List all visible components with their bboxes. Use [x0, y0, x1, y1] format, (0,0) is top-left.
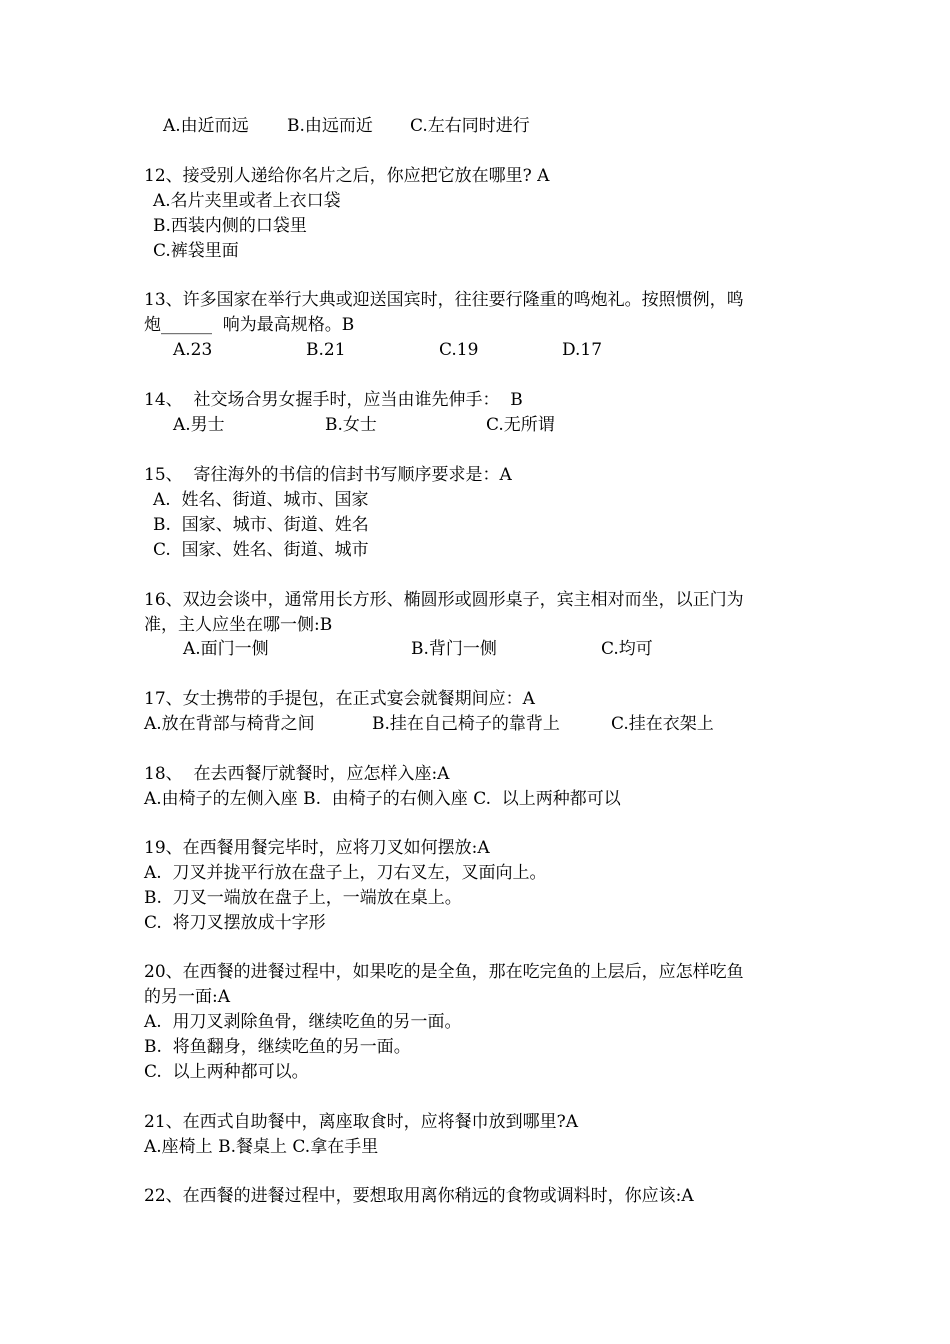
q15-option-a: A. 姓名、街道、城市、国家	[153, 490, 369, 510]
q11-option-b: B.由远而近	[287, 116, 373, 136]
q12-option-a: A.名片夹里或者上衣口袋	[153, 191, 341, 211]
q14-option-c: C.无所谓	[486, 415, 555, 435]
q20-stem-line1: 20、在西餐的进餐过程中，如果吃的是全鱼，那在吃完鱼的上层后，应怎样吃鱼	[144, 962, 744, 982]
q16-option-b: B.背门一侧	[411, 639, 497, 659]
q18-stem: 18、 在去西餐厅就餐时，应怎样入座:A	[144, 764, 450, 784]
q15-option-c: C. 国家、姓名、街道、城市	[153, 540, 369, 560]
q13-stem-line1: 13、许多国家在举行大典或迎送国宾时，往往要行隆重的鸣炮礼。按照惯例，鸣	[144, 290, 744, 310]
q13-option-c: C.19	[439, 340, 479, 360]
q18-options: A.由椅子的左侧入座 B. 由椅子的右侧入座 C. 以上两种都可以	[144, 789, 621, 809]
q20-option-b: B. 将鱼翻身，继续吃鱼的另一面。	[144, 1037, 411, 1057]
q17-option-b: B.挂在自己椅子的靠背上	[372, 714, 560, 734]
q20-option-c: C. 以上两种都可以。	[144, 1062, 309, 1082]
q13-stem-line2: 炮______ 响为最高规格。B	[144, 315, 355, 335]
q19-stem: 19、在西餐用餐完毕时，应将刀叉如何摆放:A	[144, 838, 490, 858]
q21-options: A.座椅上 B.餐桌上 C.拿在手里	[144, 1137, 379, 1157]
q20-stem-line2: 的另一面:A	[144, 987, 231, 1007]
q13-option-d: D.17	[562, 340, 603, 360]
q12-option-b: B.西装内侧的口袋里	[153, 216, 307, 236]
q17-stem: 17、女士携带的手提包，在正式宴会就餐期间应：A	[144, 689, 535, 709]
q13-option-a: A.23	[173, 340, 213, 360]
q16-stem-line1: 16、双边会谈中，通常用长方形、椭圆形或圆形桌子，宾主相对而坐，以正门为	[144, 590, 744, 610]
q17-option-c: C.挂在衣架上	[611, 714, 714, 734]
q20-option-a: A. 用刀叉剥除鱼骨，继续吃鱼的另一面。	[144, 1012, 462, 1032]
q17-option-a: A.放在背部与椅背之间	[144, 714, 315, 734]
q11-option-a: A.由近而远	[163, 116, 249, 136]
q14-option-b: B.女士	[325, 415, 377, 435]
q22-stem: 22、在西餐的进餐过程中，要想取用离你稍远的食物或调料时，你应该:A	[144, 1186, 694, 1206]
q15-stem: 15、 寄往海外的书信的信封书写顺序要求是：A	[144, 465, 512, 485]
q14-option-a: A.男士	[173, 415, 225, 435]
q12-stem: 12、接受别人递给你名片之后，你应把它放在哪里? A	[144, 166, 550, 186]
q19-option-a: A. 刀叉并拢平行放在盘子上，刀右叉左，叉面向上。	[144, 863, 547, 883]
q13-option-b: B.21	[306, 340, 346, 360]
q21-stem: 21、在西式自助餐中，离座取食时，应将餐巾放到哪里?A	[144, 1112, 579, 1132]
q16-option-c: C.均可	[601, 639, 653, 659]
q16-option-a: A.面门一侧	[183, 639, 269, 659]
q15-option-b: B. 国家、城市、街道、姓名	[153, 515, 369, 535]
q19-option-b: B. 刀叉一端放在盘子上，一端放在桌上。	[144, 888, 462, 908]
q19-option-c: C. 将刀叉摆放成十字形	[144, 913, 326, 933]
q12-option-c: C.裤袋里面	[153, 241, 239, 261]
q11-option-c: C.左右同时进行	[410, 116, 530, 136]
q14-stem: 14、 社交场合男女握手时，应当由谁先伸手： B	[144, 390, 523, 410]
q16-stem-line2: 准，主人应坐在哪一侧:B	[144, 615, 333, 635]
